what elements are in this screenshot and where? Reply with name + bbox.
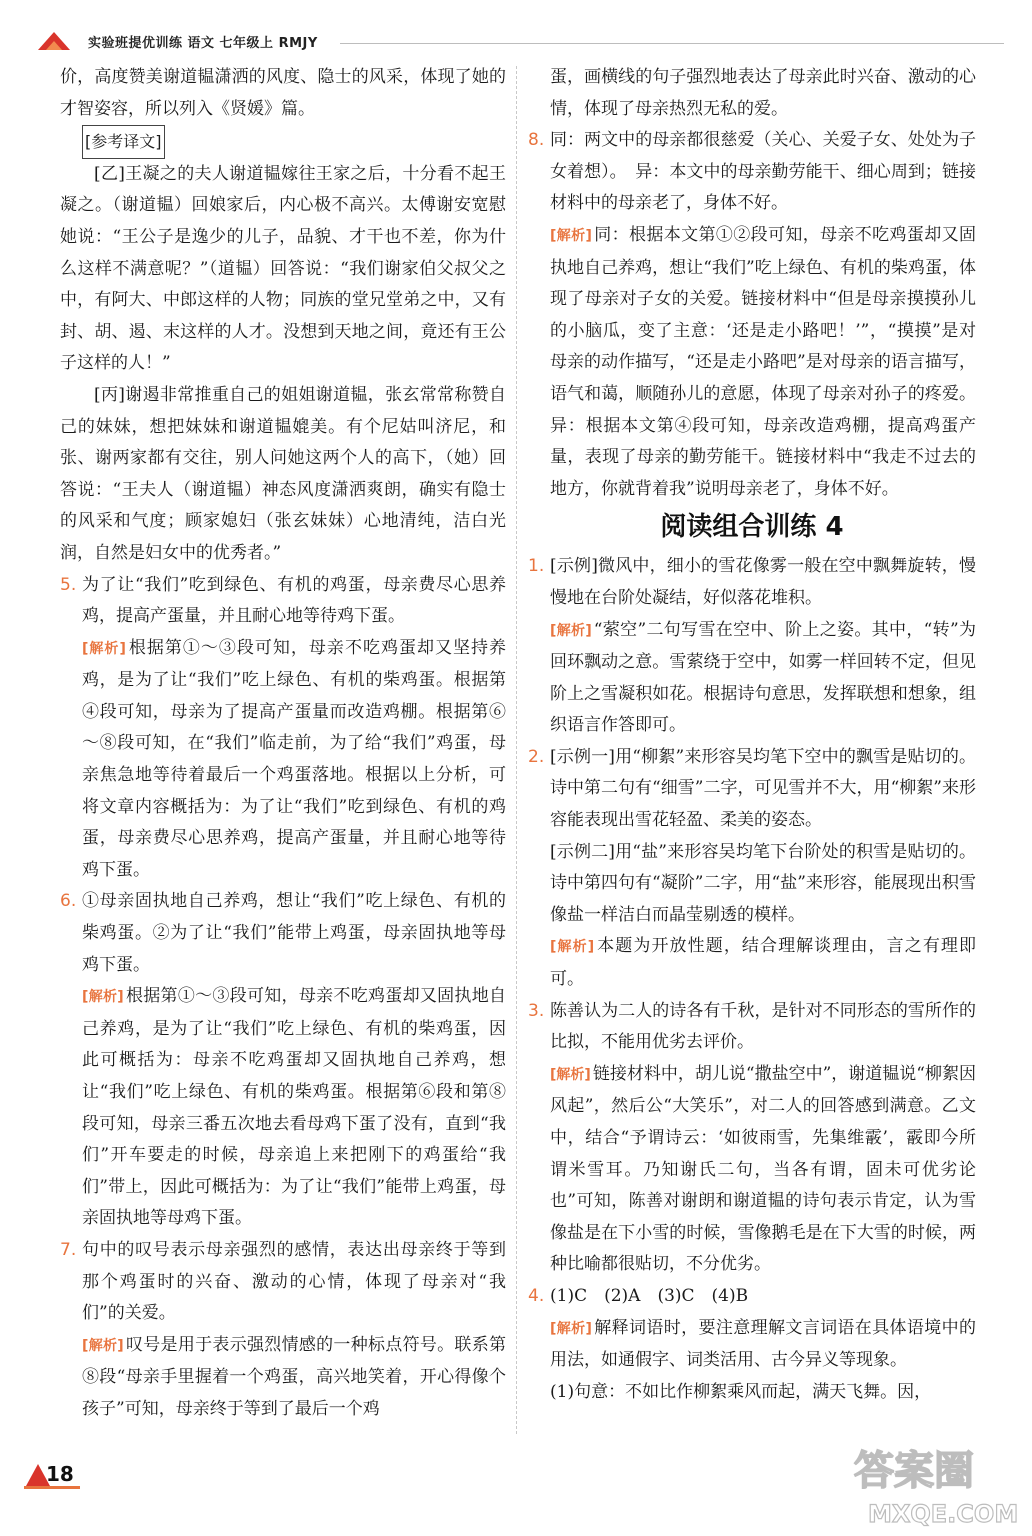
analysis-tag: [ 解析 ]	[82, 641, 126, 657]
analysis-tag: [ 解析 ]	[550, 228, 592, 244]
answer-text: ①母亲固执地自己养鸡，想让“我们”吃上绿色、有机的柴鸡蛋。②为了让“我们”能带上鸡蛋，母亲固执地等母鸡下蛋。	[82, 891, 506, 975]
answer-text: 为了让“我们”吃到绿色、有机的鸡蛋，母亲费尽心思养鸡，提高产蛋量，并且耐心地等待鸡下蛋。	[82, 574, 506, 627]
question-r3	[528, 996, 976, 1059]
analysis-text: 根据第①～③段可知，母亲不吃鸡蛋却又坚持养鸡，是为了让“我们”吃上绿色、有机的柴鸡蛋。根据第④段可知，母亲为了提高产蛋量而改造鸡棚。根据第⑥～⑧段可知，在“我们”临走前，为了给“我们”鸡蛋，母亲焦急地等待着最后一个鸡蛋落地。根据以上分析，可将文章内容概括为：为了让“我们”吃到绿色、有机的鸡蛋，母亲费尽心思养鸡，提高产蛋量，并且耐心地等待鸡下蛋。	[82, 637, 507, 880]
question-number: 1.	[528, 556, 545, 577]
analysis-5	[60, 633, 506, 887]
analysis-text: 根据第①～③段可知，母亲不吃鸡蛋却又固执地自己养鸡，是为了让“我们”吃上绿色、有机的柴鸡蛋，因此可概括为：母亲不吃鸡蛋却又固执地自己养鸡，想让“我们”吃上绿色、有机的柴鸡蛋。根据第⑥段和第⑧段可知，母亲三番五次地去看母鸡下蛋了没有，直到“我们”开车要走的时候，母亲追上来把刚下的鸡蛋给“我们”带上，因此可概括为：为了让“我们”能带上鸡蛋，母亲固执地等母鸡下蛋。	[82, 986, 507, 1229]
analysis-r4-line2: (1)句意：不如比作柳絮乘风而起，满天飞舞。因，	[550, 1381, 932, 1402]
analysis-r2	[528, 931, 976, 995]
question-r1	[528, 551, 976, 614]
question-7	[60, 1235, 506, 1330]
question-6	[60, 886, 506, 981]
analysis-tag: [ 解析 ]	[550, 1067, 591, 1083]
analysis-tag: [ 解析 ]	[550, 623, 592, 639]
analysis-tag: [ 解析 ]	[550, 939, 594, 955]
watermark-logo-icon	[846, 1434, 1026, 1530]
analysis-6	[60, 981, 506, 1235]
question-number: 8.	[528, 130, 545, 151]
question-r2	[528, 742, 976, 837]
continuation-text: 蛋，画横线的句子强烈地表达了母亲此时兴奋、激动的心情，体现了母亲热烈无私的爱。	[550, 67, 976, 119]
question-number: 5.	[60, 574, 77, 595]
header-rule	[340, 43, 1004, 44]
analysis-text: “萦空”二句写雪在空中、阶上之姿。其中，“转”为回环飘动之意。雪萦绕于空中，如雾一样回转不定，但见阶上之雪凝积如花。根据诗句意思，发挥联想和想象，组织语言作答即可。	[550, 619, 977, 736]
analysis-tag: [ 解析 ]	[82, 989, 124, 1005]
analysis-text: 同：根据本文第①②段可知，母亲不吃鸡蛋却又固执地自己养鸡，想让“我们”吃上绿色、有机的柴鸡蛋，体现了母亲对子女的关爱。链接材料中“但是母亲摸摸孙儿的小脑瓜，变了主意：‘还是走小路吧！’”，“摸摸”是对母亲的动作描写，“还是走小路吧”是对母亲的语言描写，语气和蔼，顺随孙儿的意愿，体现了母亲对孙子的疼爱。异：根据本文第④段可知，母亲改造鸡棚，提高鸡蛋产量，表现了母亲的勤劳能干。链接材料中“我走不过去的地方，你就背着我”说明母亲老了，身体不好。	[550, 224, 977, 499]
section-title: 阅读组合训练 4	[660, 512, 844, 543]
answer-text: 陈善认为二人的诗各有千秋，是针对不同形态的雪所作的比拟，不能用优劣去评价。	[550, 1000, 976, 1053]
question-number: 7.	[60, 1239, 77, 1260]
column-divider	[516, 66, 517, 1434]
question-number: 3.	[528, 1000, 545, 1021]
analysis-7	[60, 1330, 506, 1426]
continuation-text: 价，高度赞美谢道韫潇洒的风度、隐士的风采，体现了她的才智姿容，所以列入《贤媛》篇。	[60, 67, 506, 119]
reference-translation-label: [参考译文]	[60, 125, 506, 159]
answer-text: [示例一]用“柳絮”来形容吴均笔下空中的飘雪是贴切的。诗中第二句有“细雪”二字，可见雪并不大，用“柳絮”来形容能表现出雪花轻盈、柔美的姿态。	[550, 746, 976, 831]
answer-text: (1)C (2)A (3)C (4)B	[550, 1285, 749, 1306]
page-number: 18	[46, 1462, 74, 1486]
answer-text: 句中的叹号表示母亲强烈的感情，表达出母亲终于等到那个鸡蛋时的兴奋、激动的心情，体现了母亲对“我们”的关爱。	[82, 1239, 506, 1324]
analysis-tag: [ 解析 ]	[550, 1321, 592, 1337]
analysis-8	[528, 220, 976, 505]
analysis-r3	[528, 1059, 976, 1281]
question-5	[60, 570, 506, 633]
answer-text: [示例]微风中，细小的雪花像雾一般在空中飘舞旋转，慢慢地在台阶处凝结，好似落花堆积。	[550, 556, 976, 608]
analysis-tag: [ 解析 ]	[82, 1338, 124, 1354]
answer-text-2: [示例二]用“盐”来形容吴均笔下台阶处的积雪是贴切的。诗中第四句有“凝阶”二字，用“盐”来形容，能展现出积雪像盐一样洁白而晶莹剔透的模样。	[550, 841, 976, 925]
watermark-line1: 答案圈	[854, 1448, 974, 1494]
right-column	[528, 62, 976, 1408]
analysis-r1	[528, 615, 976, 742]
analysis-text: 链接材料中，胡儿说“撒盐空中”，谢道韫说“柳絮因风起”，然后公“大笑乐”，对二人的回答感到满意。乙文中，结合“予谓诗云：‘如彼雨雪，先集维霰’，霰即今所谓米雪耳。乃知谢氏二句，当各有谓，固未可优劣论也”可知，陈善对谢朗和谢道韫的诗句表示肯定，认为雪像盐是在下小雪的时候，雪像鹅毛是在下大雪的时候，两种比喻都很贴切，不分优劣。	[550, 1063, 976, 1275]
question-r4	[528, 1281, 976, 1313]
question-number: 4.	[528, 1285, 545, 1306]
question-number: 6.	[60, 891, 77, 912]
brand-logo-icon	[34, 30, 74, 52]
analysis-text: 解释词语时，要注意理解文言词语在具体语境中的用法，如通假字、词类活用、古今异义等现象。	[550, 1317, 977, 1371]
analysis-r4	[528, 1313, 976, 1377]
translation-bing: [丙]谢遏非常推重自己的姐姐谢道韫，张玄常常称赞自己的妹妹，想把妹妹和谢道韫媲美。有个尼姑叫济尼，和张、谢两家都有交往，别人问她这两个人的高下，（她）回答说：“王夫人（谢道韫）神态风度潇洒爽朗，确实有隐士的风采和气度；顾家媳妇（张玄妹妹）心地清纯，洁白光润，自然是妇女中的优秀者。”	[60, 384, 506, 563]
page-header	[34, 28, 1004, 56]
analysis-text: 叹号是用于表示强烈情感的一种标点符号。联系第⑧段“母亲手里握着一个鸡蛋，高兴地笑着，开心得像个孩子”可知，母亲终于等到了最后一个鸡	[82, 1334, 507, 1419]
watermark-line2: MXQE.COM	[868, 1500, 1019, 1528]
question-8	[528, 125, 976, 220]
analysis-text: 本题为开放性题，结合理解谈理由，言之有理即可。	[550, 936, 977, 990]
translation-yi: [乙]王凝之的夫人谢道韫嫁往王家之后，十分看不起王凝之。（谢道韫）回娘家后，内心极不高兴。太傅谢安宽慰她说：“王公子是逸少的儿子，品貌、才干也不差，你为什么这样不满意呢？”（道韫）回答说：“我们谢家伯父叔父之中，有阿大、中郎这样的人物；同族的堂兄堂弟之中，又有封、胡、遏、末这样的人才。没想到天地之间，竟还有王公子这样的人！”	[60, 163, 506, 374]
question-number: 2.	[528, 746, 545, 767]
header-title: 实验班提优训练 语文 七年级上 RMJY	[88, 36, 318, 51]
left-column	[60, 62, 506, 1426]
answer-text: 同：两文中的母亲都很慈爱（关心、关爱子女、处处为子女着想）。 异：本文中的母亲勤劳能干、细心周到；链接材料中的母亲老了，身体不好。	[550, 130, 976, 214]
